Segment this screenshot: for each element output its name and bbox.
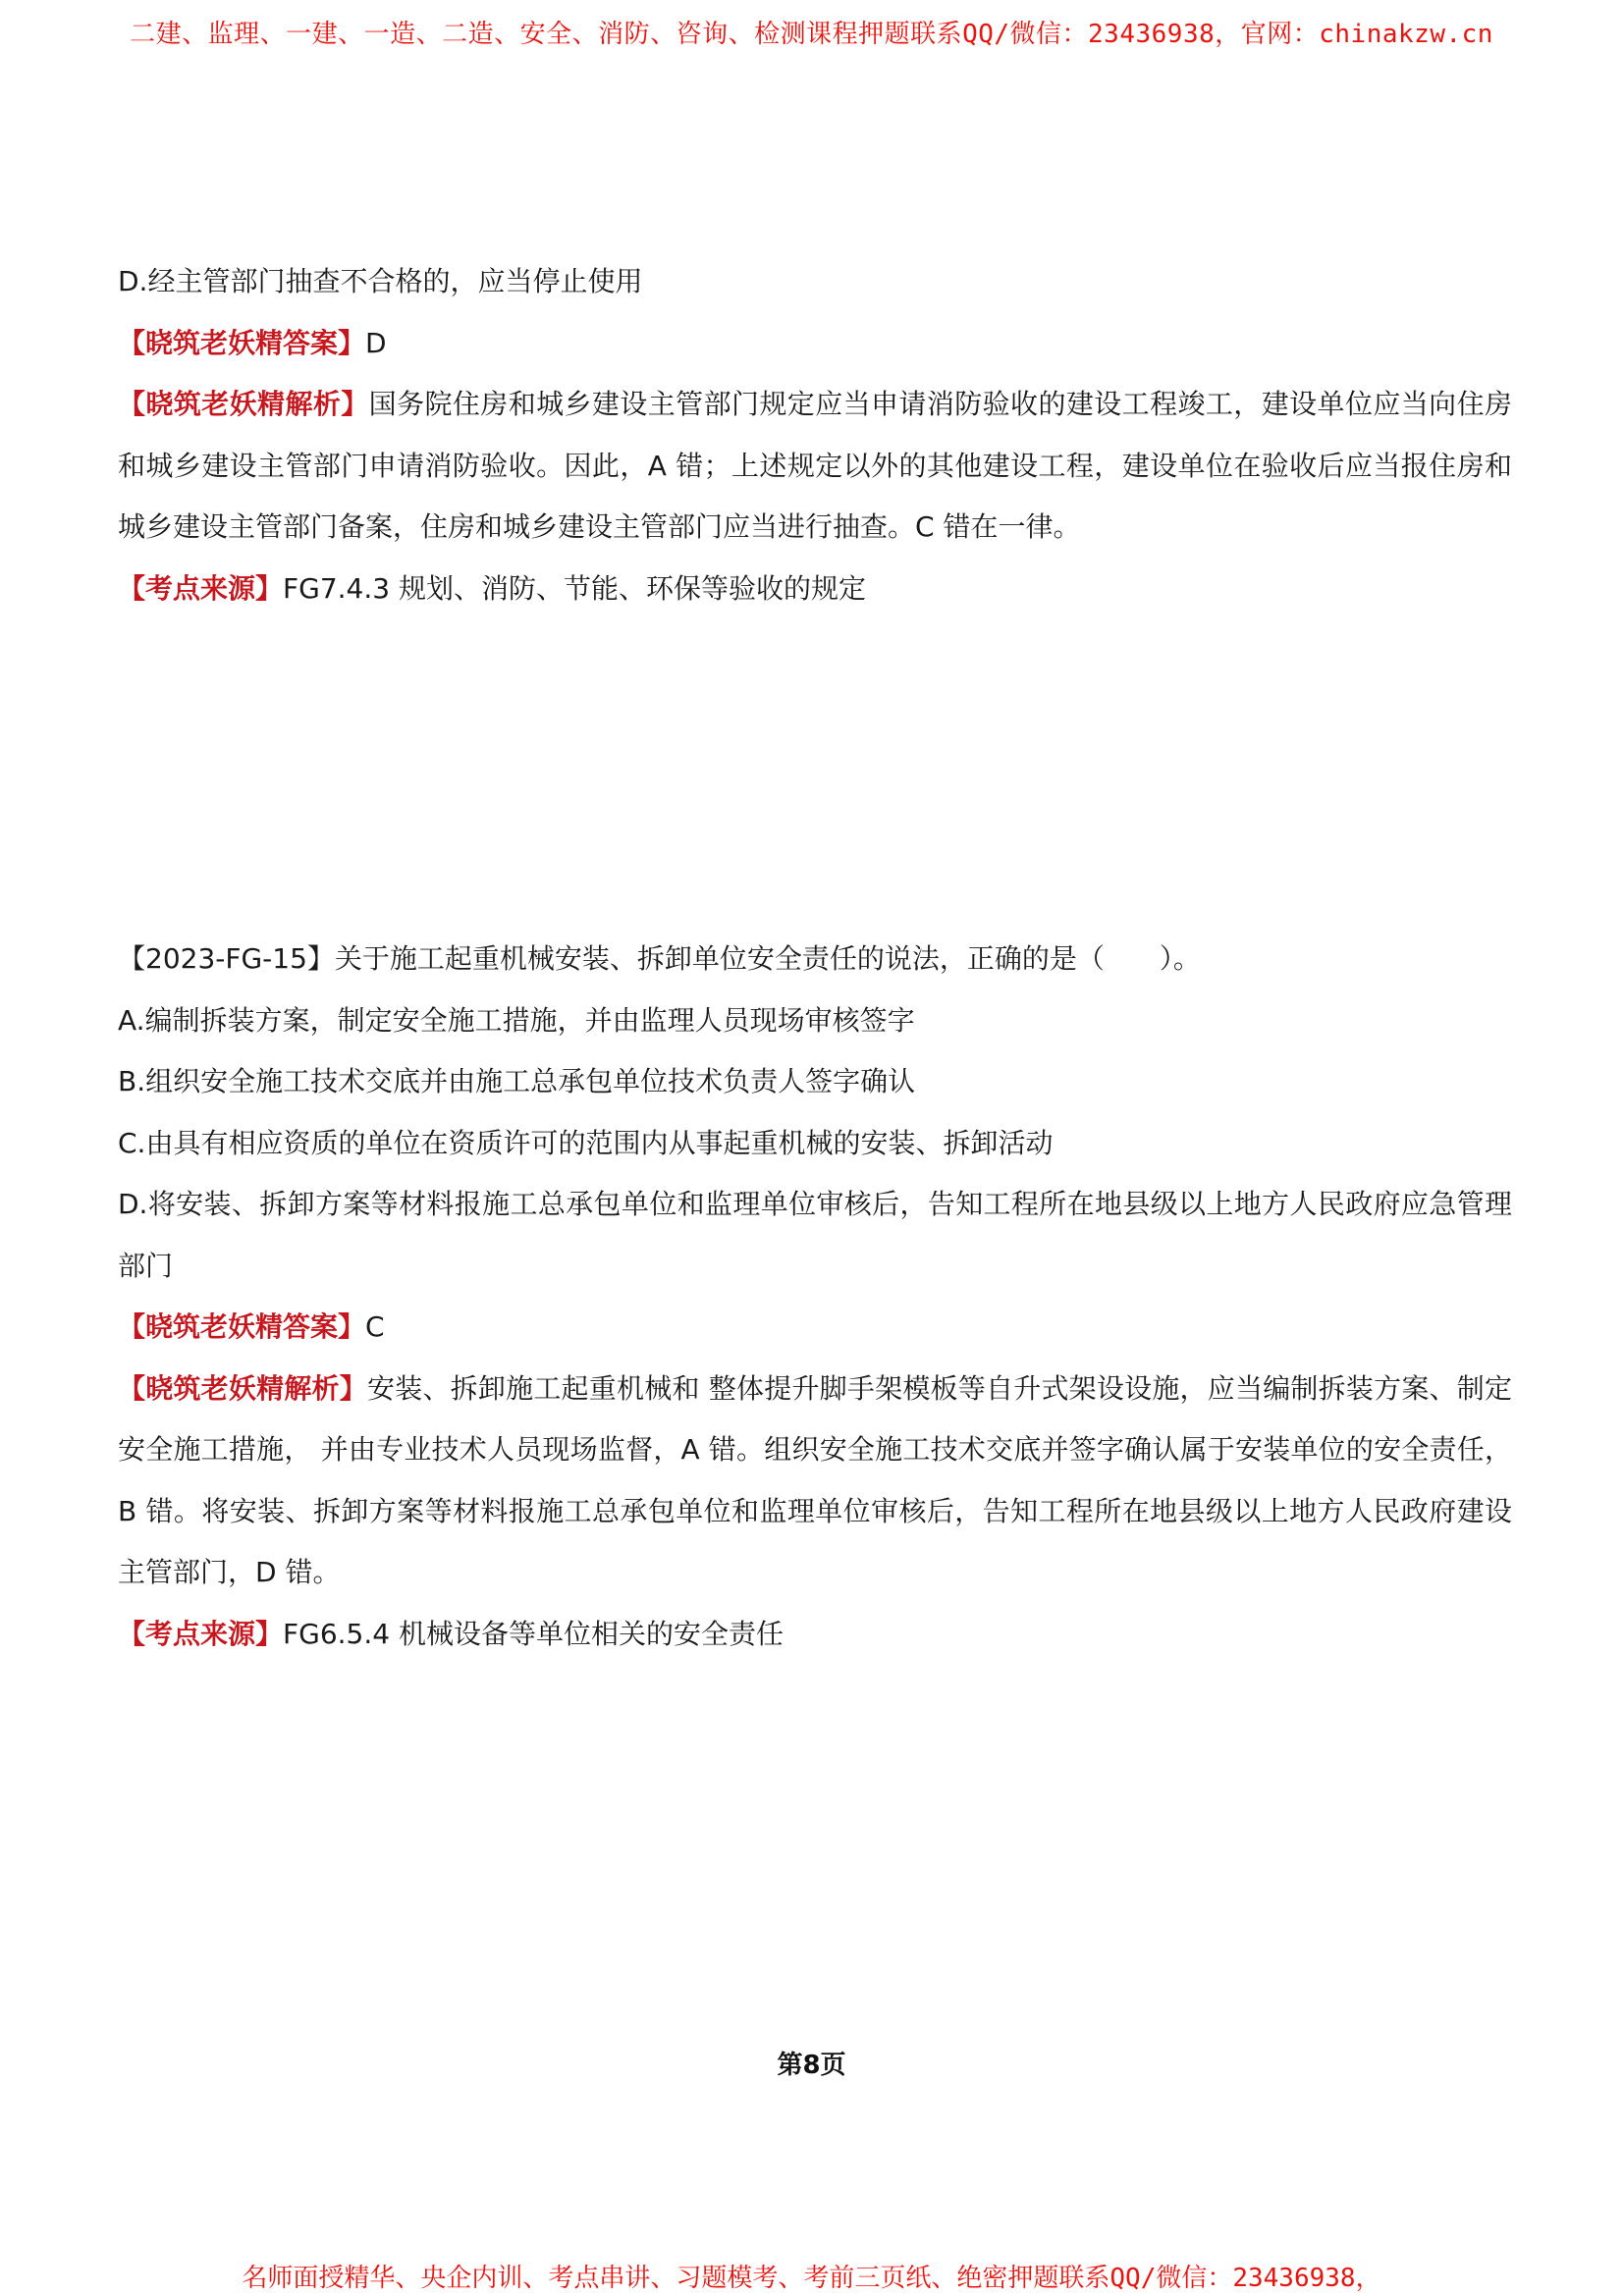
source-tag: 【考点来源】 bbox=[118, 571, 284, 605]
source-line bbox=[118, 1604, 1512, 1666]
footer-contact-banner: 名师面授精华、央企内训、考点串讲、习题模考、考前三页纸、绝密押题联系QQ/微信：23436938， bbox=[242, 2264, 1381, 2293]
answer-line bbox=[118, 313, 1512, 375]
analysis-tag: 【晓筑老妖精解析】 bbox=[118, 1371, 367, 1405]
analysis-paragraph bbox=[118, 1359, 1512, 1604]
answer-tag: 【晓筑老妖精答案】 bbox=[118, 326, 366, 359]
answer-value: D bbox=[365, 326, 387, 359]
option-b: B.组织安全施工技术交底并由施工总承包单位技术负责人签字确认 bbox=[118, 1065, 916, 1097]
option-c: C.由具有相应资质的单位在资质许可的范围内从事起重机械的安装、拆卸活动 bbox=[118, 1126, 1054, 1159]
answer-value: C bbox=[365, 1310, 385, 1343]
option-d: D.经主管部门抽查不合格的，应当停止使用 bbox=[118, 265, 643, 297]
question-continuation-block bbox=[118, 251, 1512, 619]
analysis-paragraph bbox=[118, 374, 1512, 559]
question-stem: 【2023-FG-15】关于施工起重机械安装、拆卸单位安全责任的说法，正确的是（ ）。 bbox=[118, 942, 1201, 975]
analysis-text: 安装、拆卸施工起重机械和 整体提升脚手架模板等自升式架设设施，应当编制拆装方案、制定安全施工措施， 并由专业技术人员现场监督，A 错。组织安全施工技术交底并签字确认属于安装单位的安全责任，B 错。将安装、拆卸方案等材料报施工总承包单位和监理单位审核后，告知工程所在地县级以上地方人民政府建设主管部门，D 错。 bbox=[118, 1371, 1512, 1588]
header-contact-banner: 二建、监理、一建、一造、二造、安全、消防、咨询、检测课程押题联系QQ/微信：23436938，官网：chinakzw.cn bbox=[130, 20, 1493, 49]
source-value: FG7.4.3 规划、消防、节能、环保等验收的规定 bbox=[283, 571, 866, 605]
source-line bbox=[118, 559, 1512, 620]
answer-line bbox=[118, 1297, 1512, 1359]
question-block-2023-fg-15 bbox=[118, 929, 1512, 1665]
option-a: A.编制拆装方案，制定安全施工措施，并由监理人员现场审核签字 bbox=[118, 1003, 915, 1037]
source-value: FG6.5.4 机械设备等单位相关的安全责任 bbox=[283, 1617, 784, 1650]
page-number: 第8页 bbox=[777, 2051, 846, 2080]
source-tag: 【考点来源】 bbox=[118, 1617, 284, 1650]
answer-tag: 【晓筑老妖精答案】 bbox=[118, 1310, 366, 1343]
option-d: D.将安装、拆卸方案等材料报施工总承包单位和监理单位审核后，告知工程所在地县级以上地方人民政府应急管理部门 bbox=[118, 1188, 1512, 1282]
analysis-tag: 【晓筑老妖精解析】 bbox=[118, 388, 369, 420]
analysis-text: 国务院住房和城乡建设主管部门规定应当申请消防验收的建设工程竣工，建设单位应当向住房和城乡建设主管部门申请消防验收。因此，A 错；上述规定以外的其他建设工程，建设单位在验收后应当报住房和城乡建设主管部门备案，住房和城乡建设主管部门应当进行抽查。C 错在一律。 bbox=[118, 388, 1512, 543]
